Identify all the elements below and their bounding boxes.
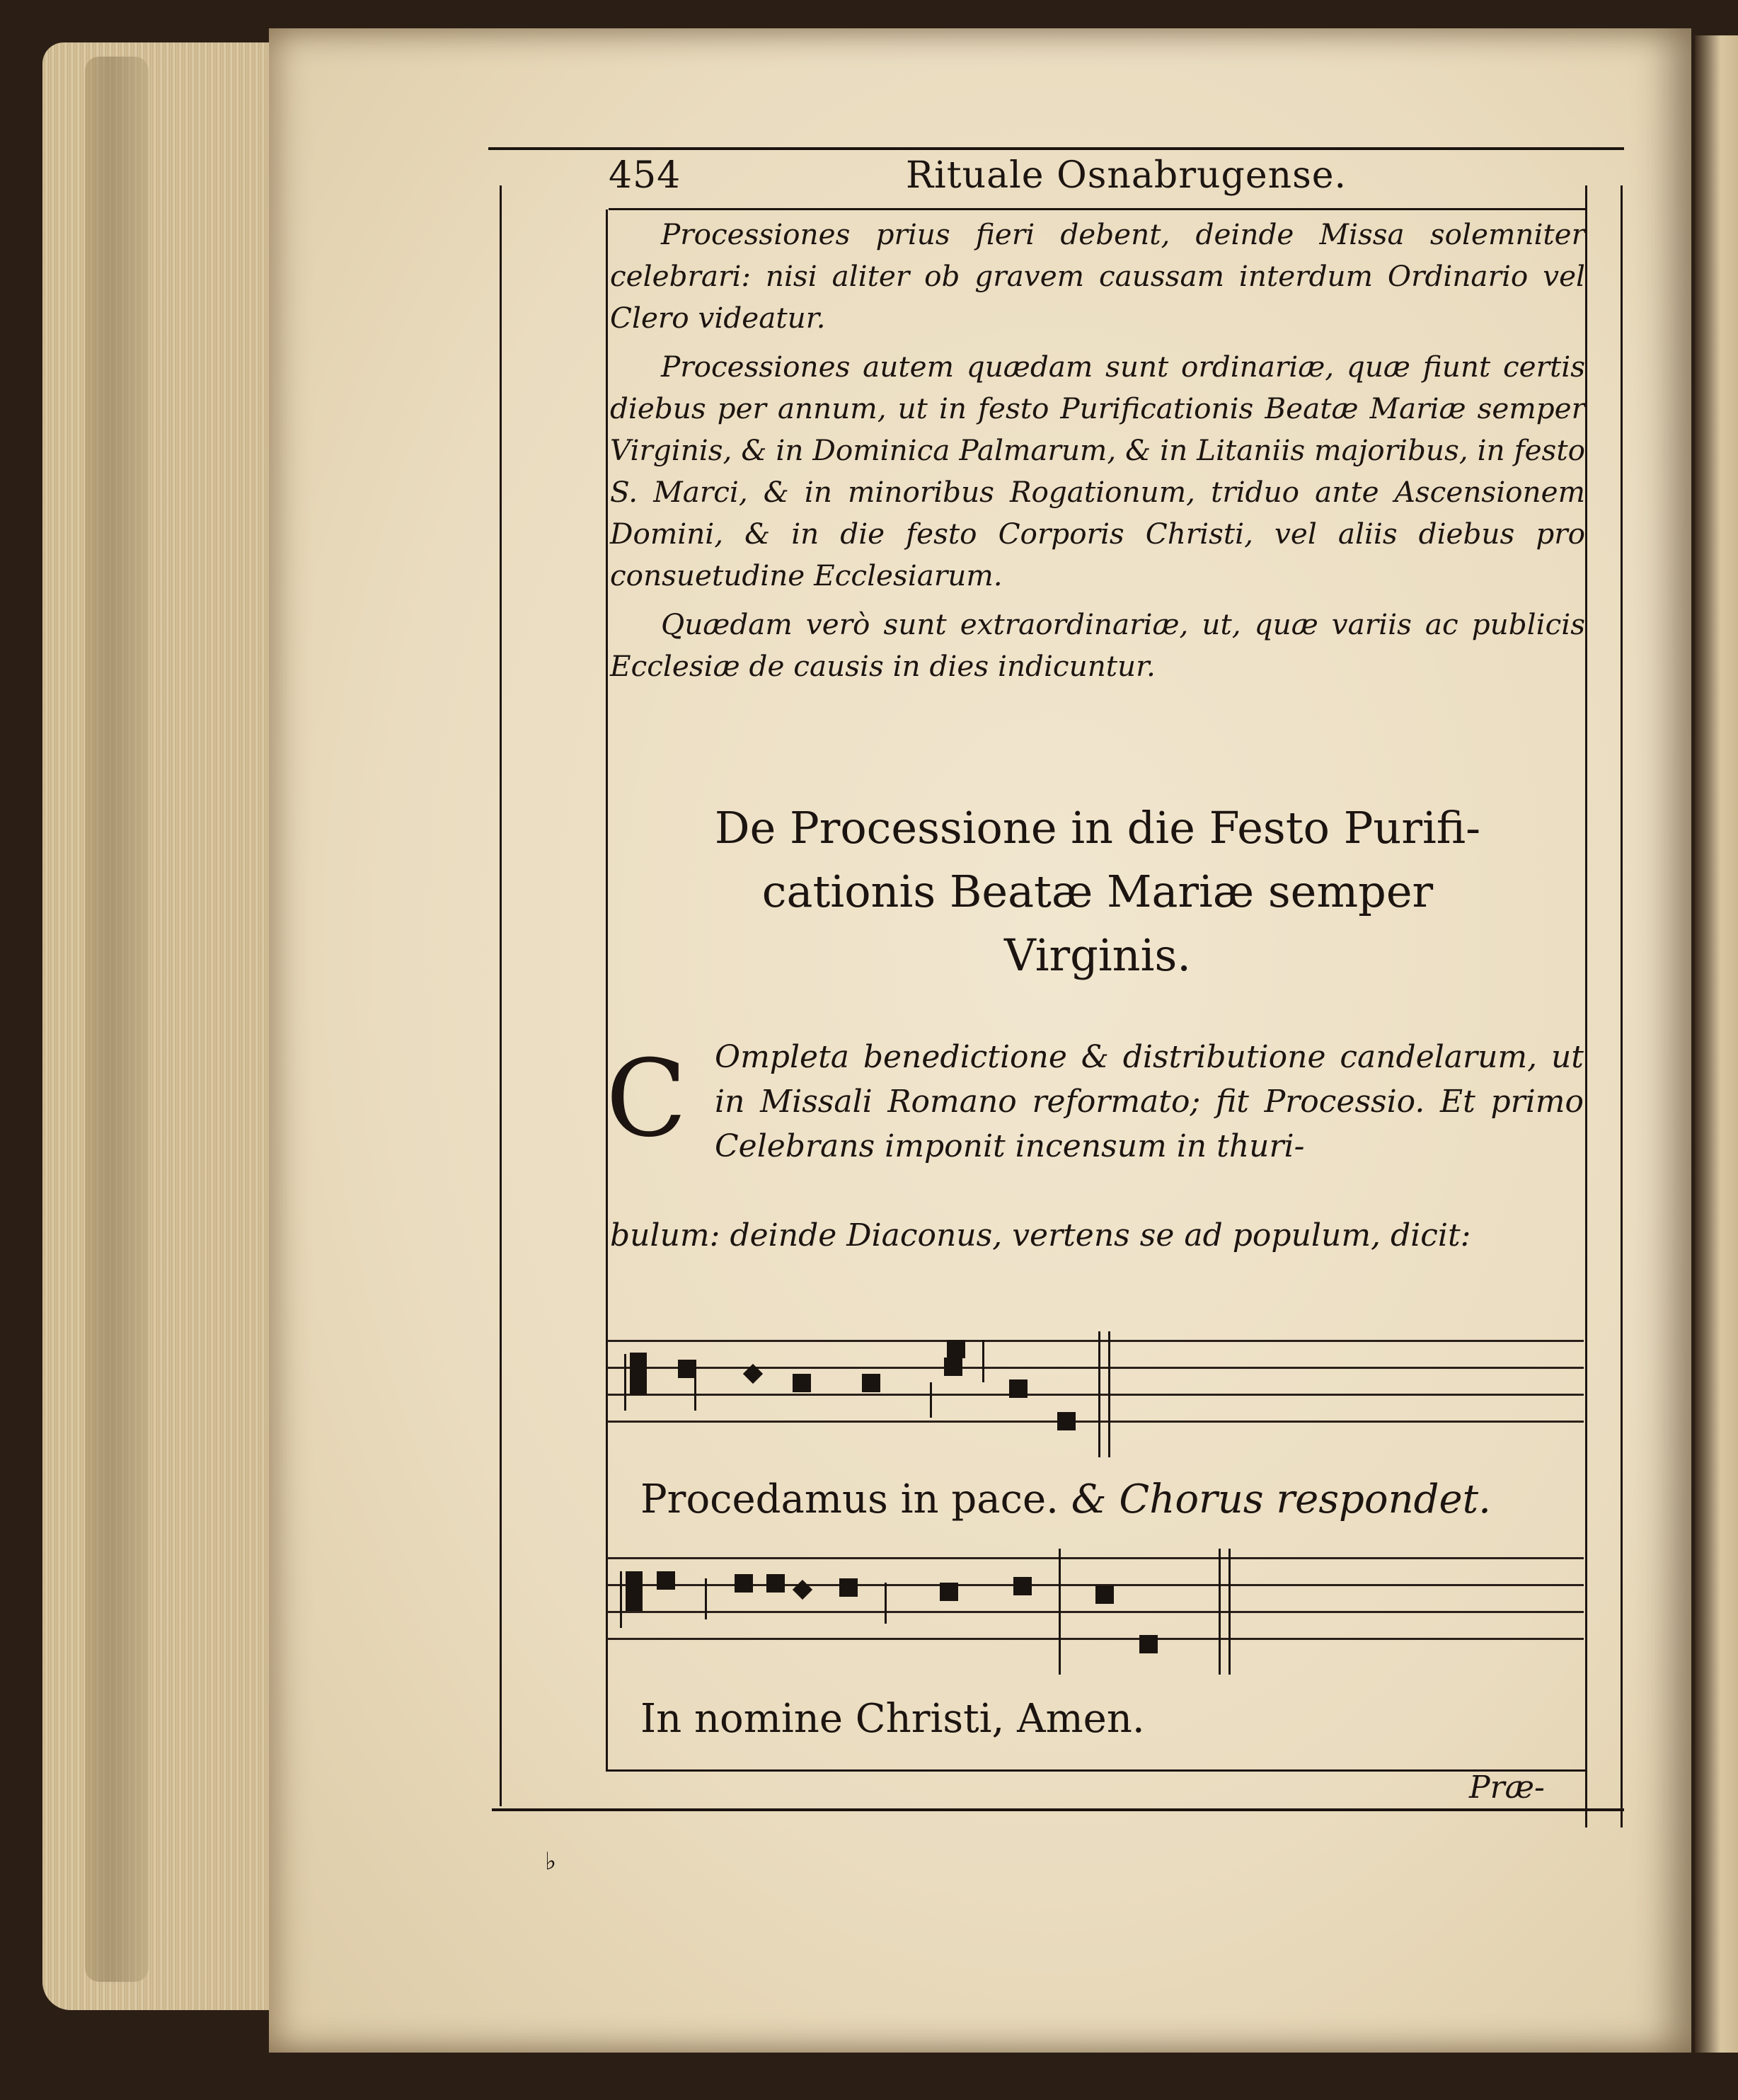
- left-inner-rule: [606, 210, 608, 1771]
- right-outer-rule: [1621, 185, 1623, 1828]
- chant-staff-2: [607, 1557, 1584, 1670]
- header-rule: [609, 208, 1585, 210]
- lyric-1-rubric: & Chorus respondet.: [1071, 1476, 1491, 1522]
- intro-paragraph-3: Quædam verò sunt extraordinariæ, ut, quæ variis ac publicis Ecclesiæ de causis in dies indicuntur.: [610, 607, 1585, 683]
- heading-line-3: Virginis.: [1004, 929, 1191, 981]
- left-outer-rule: [500, 185, 502, 1806]
- bottom-inner-rule: [606, 1769, 1587, 1772]
- intro-paragraph-1: Processiones prius fieri debent, deinde Missa solemniter celebrari: nisi aliter ob gravem caussam interdum Ordinario vel Clero videatur.: [610, 217, 1585, 335]
- heading-line-2: cationis Beatæ Mariæ semper: [761, 866, 1434, 917]
- chant-staff-1: [607, 1340, 1584, 1453]
- rubric-tail-lines: bulum: deinde Diaconus, vertens se ad populum, dicit:: [610, 1217, 1471, 1253]
- rubric-first-lines: Ompleta benedictione & distributione candelarum, ut in Missali Romano reformato; fit Processio. Et primo Celebrans imponit incensum in thuri-: [715, 1039, 1584, 1164]
- right-inner-rule: [1585, 185, 1587, 1828]
- intro-text: [610, 214, 1585, 687]
- book-edge-shadow: [85, 57, 149, 1982]
- drop-cap: C: [606, 1038, 687, 1161]
- running-title: Rituale Osnabrugense.: [906, 154, 1347, 197]
- top-rule: [488, 147, 1624, 150]
- heading-line-1: De Processione in die Festo Purifi-: [714, 802, 1481, 854]
- intro-paragraph-2: Processiones autem quædam sunt ordinariæ, quæ fiunt certis diebus per annum, ut in festo Purificationis Beatæ Mariæ semper Virginis, & in Dominica Palmarum, & in Litaniis majoribus, in festo S. Marci, & in minoribus Rogationum, triduo ante Ascensionem Domini, & in die festo Corporis Christi, vel aliis diebus pro consuetudine Ecclesiarum.: [610, 350, 1585, 592]
- clef-icon: [630, 1353, 647, 1395]
- bottom-outer-rule: [492, 1808, 1624, 1811]
- section-heading: [610, 796, 1585, 987]
- book-page-edges: [42, 42, 269, 2010]
- page-number: 454: [609, 154, 681, 197]
- catchword: Præ-: [1469, 1769, 1545, 1806]
- margin-mark: ♭: [545, 1847, 557, 1876]
- clef-icon-2: [626, 1571, 643, 1611]
- chant-lyric-2: In nomine Christi, Amen.: [640, 1696, 1145, 1742]
- facing-page-edge: [1695, 35, 1738, 2053]
- chant-lyric-1: [640, 1476, 1491, 1522]
- lyric-1-text: Procedamus in pace.: [640, 1476, 1059, 1522]
